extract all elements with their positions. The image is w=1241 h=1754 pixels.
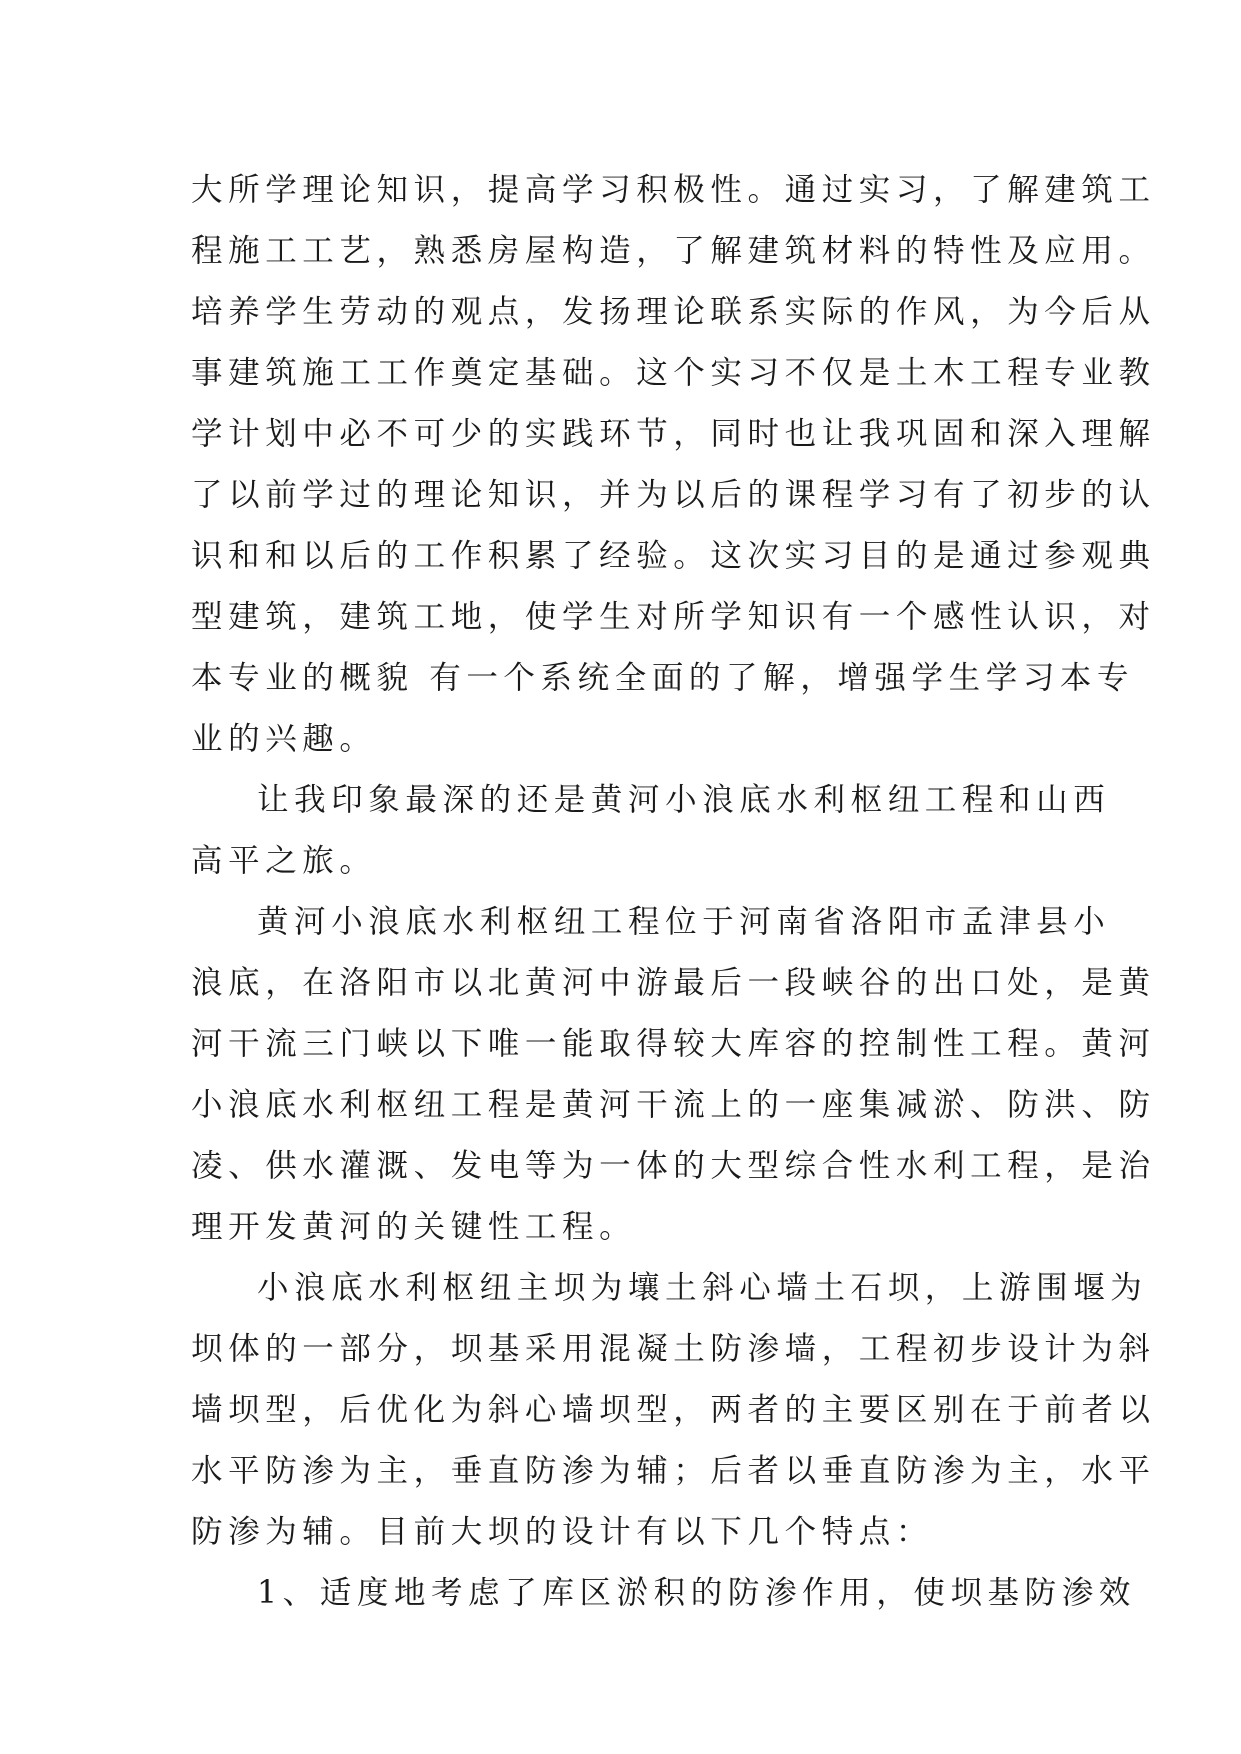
text-line: 理开发黄河的关键性工程。 (191, 1209, 637, 1245)
text-line: 小浪底水利枢纽工程是黄河干流上的一座集减淤、防洪、防 (191, 1087, 1156, 1123)
text-line: 河干流三门峡以下唯一能取得较大库容的控制性工程。黄河 (191, 1026, 1156, 1062)
text-line: 型建筑，建筑工地，使学生对所学知识有一个感性认识，对 (191, 599, 1156, 635)
paragraph-start-line: 1、适度地考虑了库区淤积的防渗作用，使坝基防渗效 (257, 1575, 1136, 1611)
paragraph-start-line: 黄河小浪底水利枢纽工程位于河南省洛阳市孟津县小 (257, 904, 1111, 940)
paragraph-start-line: 小浪底水利枢纽主坝为壤土斜心墙土石坝，上游围堰为 (257, 1270, 1148, 1306)
text-line: 水平防渗为主，垂直防渗为辅；后者以垂直防渗为主，水平 (191, 1453, 1156, 1489)
text-line: 大所学理论知识，提高学习积极性。通过实习，了解建筑工 (191, 172, 1156, 208)
text-line: 业的兴趣。 (191, 721, 377, 757)
text-line: 坝体的一部分，坝基采用混凝土防渗墙，工程初步设计为斜 (191, 1331, 1156, 1367)
text-line: 本专业的概貌 有一个系统全面的了解，增强学生学习本专 (191, 660, 1135, 696)
text-line: 墙坝型，后优化为斜心墙坝型，两者的主要区别在于前者以 (191, 1392, 1156, 1428)
text-line: 了以前学过的理论知识，并为以后的课程学习有了初步的认 (191, 477, 1156, 513)
text-line: 高平之旅。 (191, 843, 377, 879)
text-line: 浪底，在洛阳市以北黄河中游最后一段峡谷的出口处，是黄 (191, 965, 1156, 1001)
text-line: 凌、供水灌溉、发电等为一体的大型综合性水利工程，是治 (191, 1148, 1156, 1184)
text-line: 识和和以后的工作积累了经验。这次实习目的是通过参观典 (191, 538, 1156, 574)
text-line: 防渗为辅。目前大坝的设计有以下几个特点： (191, 1514, 934, 1550)
text-line: 学计划中必不可少的实践环节，同时也让我巩固和深入理解 (191, 416, 1156, 452)
paragraph-start-line: 让我印象最深的还是黄河小浪底水利枢纽工程和山西 (257, 782, 1111, 818)
text-line: 程施工工艺，熟悉房屋构造，了解建筑材料的特性及应用。 (191, 233, 1156, 269)
document-body (191, 160, 1156, 1624)
text-line: 事建筑施工工作奠定基础。这个实习不仅是土木工程专业教 (191, 355, 1156, 391)
text-line: 培养学生劳动的观点，发扬理论联系实际的作风，为今后从 (191, 294, 1156, 330)
